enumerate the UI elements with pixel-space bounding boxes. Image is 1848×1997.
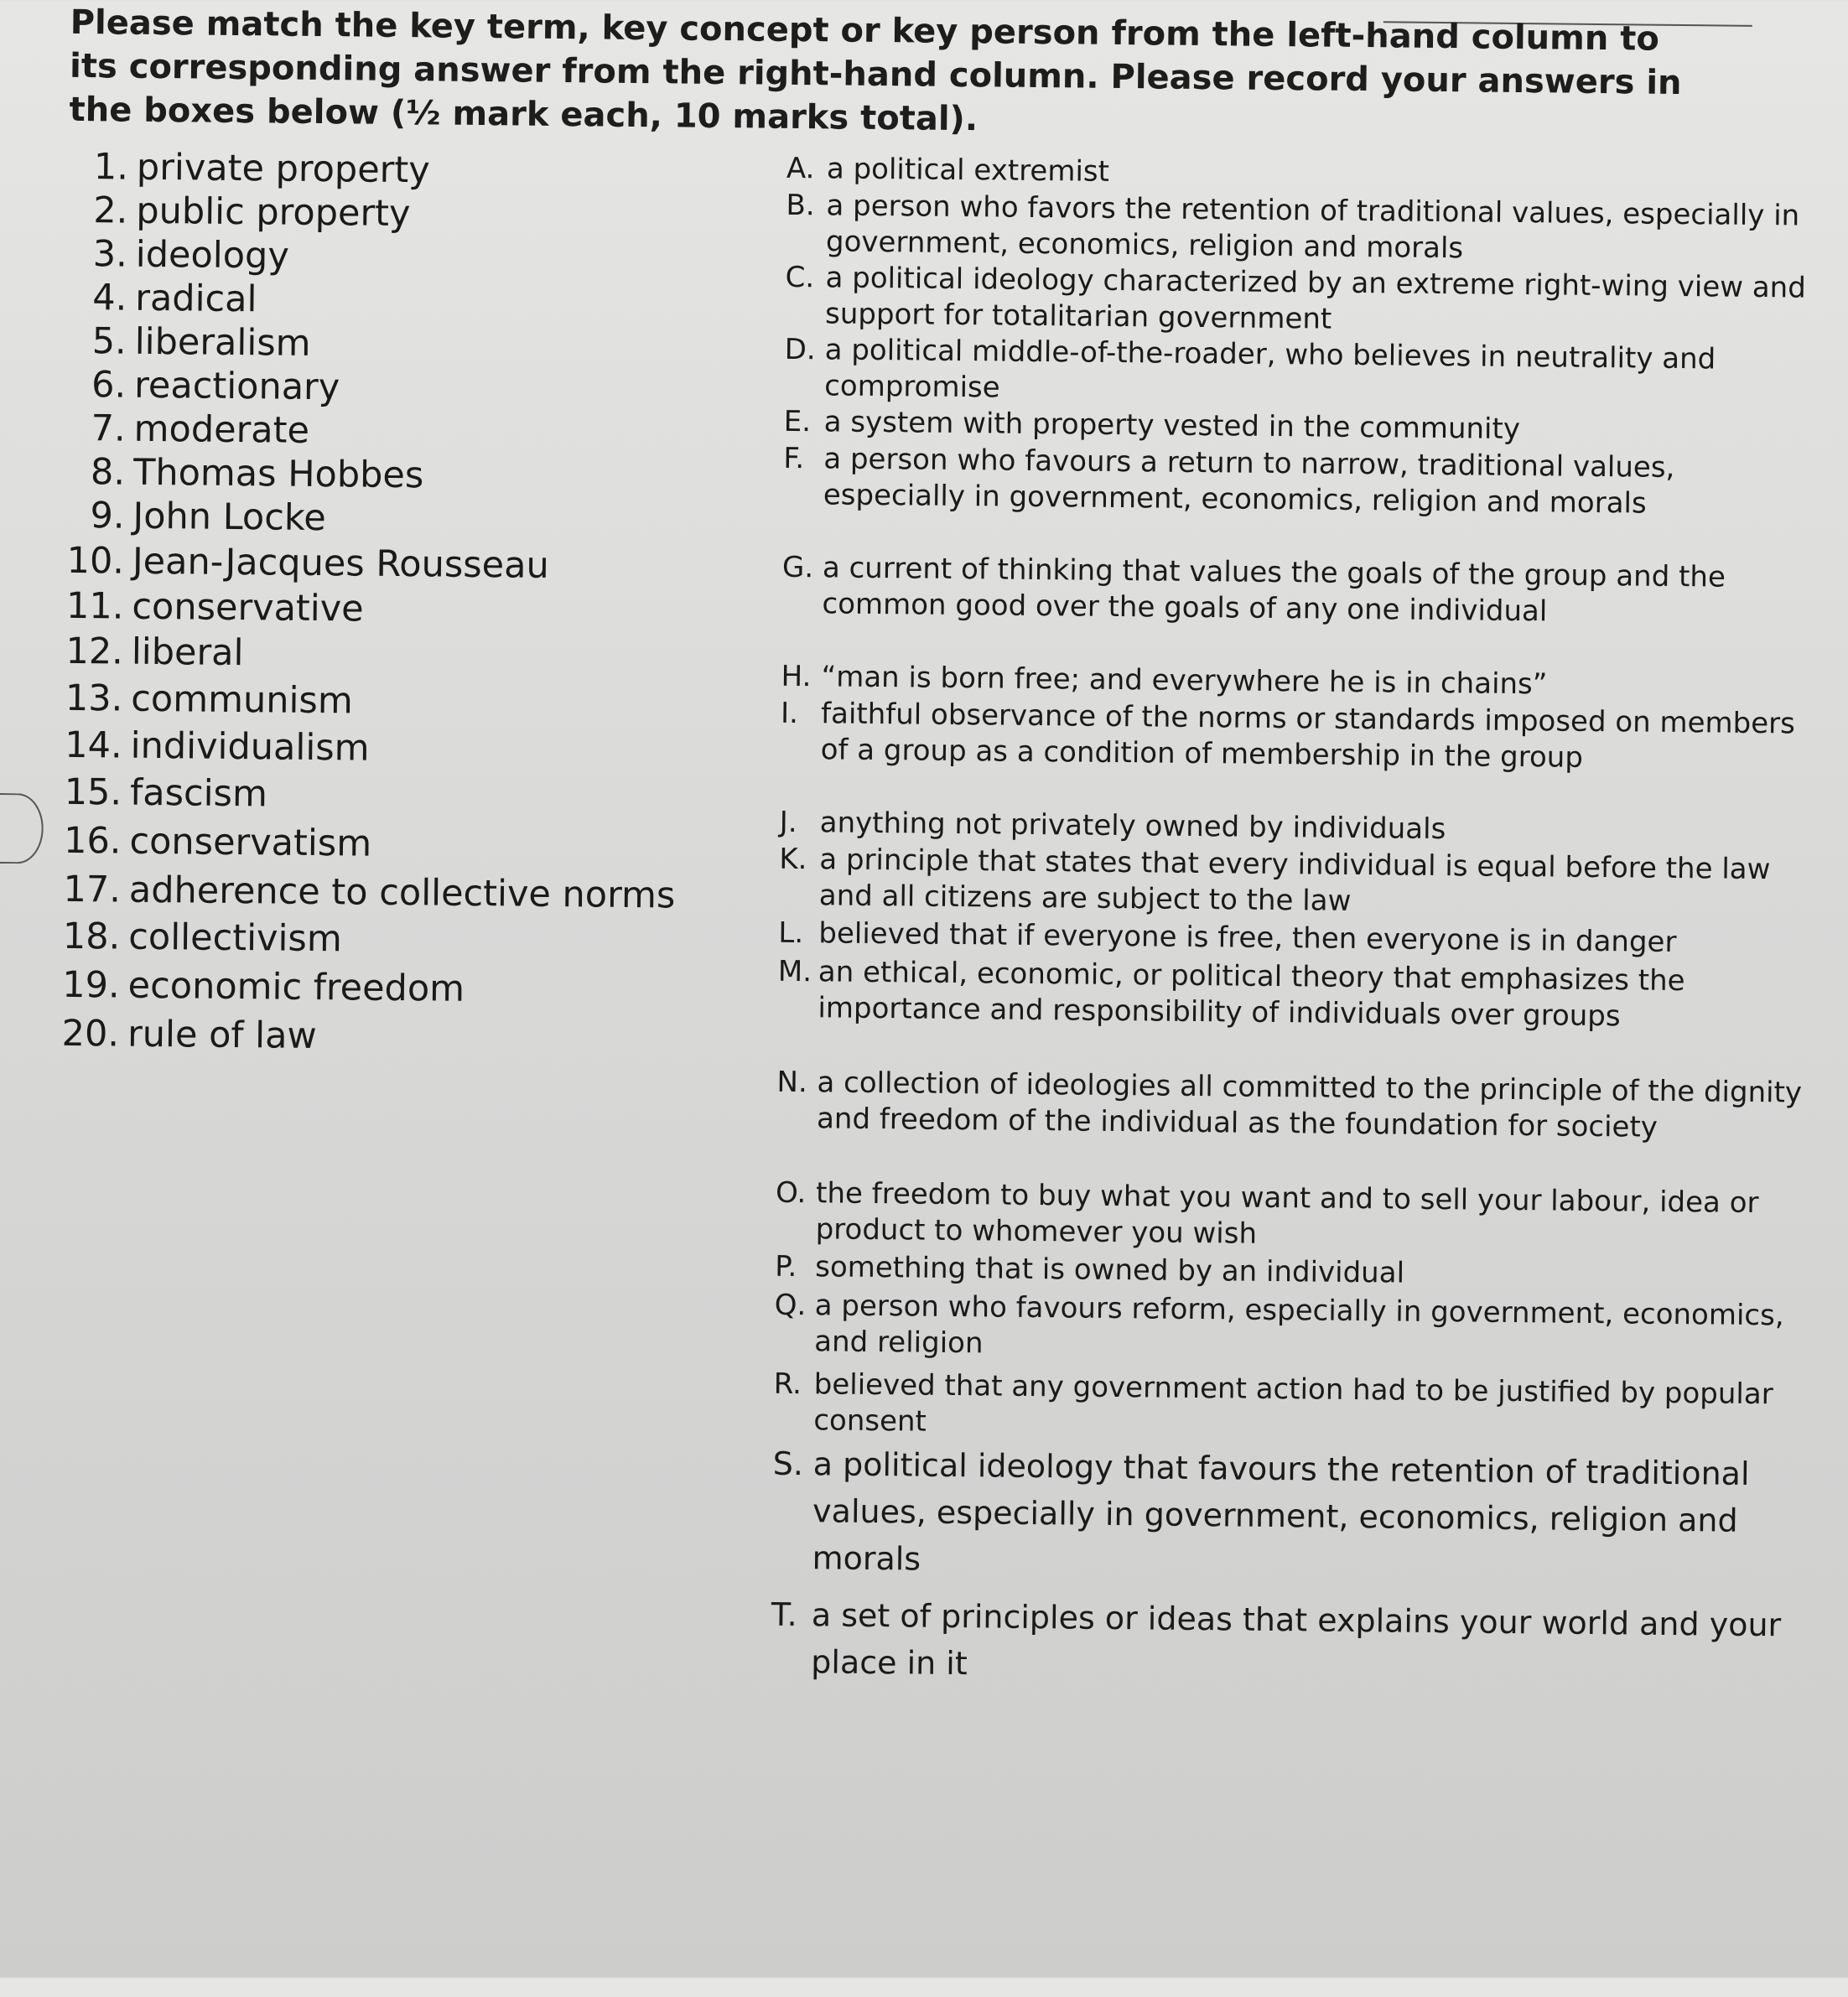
term-item	[44, 1012, 317, 1058]
definition-letter: J.	[779, 805, 797, 840]
term-number: 8.	[90, 451, 126, 494]
definition-item	[786, 188, 1825, 271]
term-label: communism	[131, 677, 353, 723]
term-label: liberal	[131, 630, 244, 675]
definition-letter: F.	[783, 441, 805, 476]
definition-item	[771, 1440, 1811, 1592]
term-label: Jean-Jacques Rousseau	[132, 540, 550, 587]
term-label: Thomas Hobbes	[132, 451, 424, 497]
term-number: 3.	[92, 233, 128, 276]
term-label: conservatism	[129, 820, 372, 865]
term-number: 19.	[62, 963, 120, 1007]
definition-item	[773, 1367, 1812, 1450]
term-item	[45, 819, 371, 866]
definition-text: a political ideology characterized by an extreme right-wing view and support for totalitarian government	[824, 261, 1807, 336]
definition-letter: A.	[786, 151, 815, 186]
definition-text: a political ideology that favours the retention of traditional values, especially in government, economics, religion and morals	[812, 1445, 1750, 1578]
term-item	[47, 677, 353, 724]
definition-text: an ethical, economic, or political theory that emphasizes the importance and responsibility of individuals over groups	[818, 955, 1685, 1034]
term-label: moderate	[133, 407, 310, 452]
term-label: ideology	[135, 233, 290, 278]
definition-item	[777, 954, 1816, 1037]
definition-letter: P.	[775, 1249, 797, 1284]
definition-letter: L.	[778, 916, 804, 951]
definition-item	[785, 260, 1824, 343]
term-label: John Locke	[132, 495, 326, 540]
term-item	[49, 450, 424, 498]
definition-item	[776, 1065, 1815, 1148]
term-item	[50, 363, 340, 410]
term-label: radical	[135, 277, 257, 321]
definition-letter: R.	[773, 1367, 802, 1402]
definition-text: faithful observance of the norms or standards imposed on members of a group as a condition of membership in the group	[820, 697, 1796, 775]
definition-item	[779, 842, 1818, 925]
term-number: 18.	[62, 915, 121, 958]
definition-letter: Q.	[774, 1288, 807, 1323]
term-number: 20.	[61, 1012, 120, 1056]
definition-item	[775, 1175, 1814, 1258]
answer-bubble	[0, 793, 44, 864]
term-number: 10.	[66, 539, 125, 583]
definition-item	[771, 1591, 1809, 1696]
term-number: 4.	[91, 277, 127, 319]
term-item	[46, 770, 267, 817]
definition-letter: G.	[781, 550, 814, 585]
term-label: private property	[136, 146, 430, 192]
term-label: reactionary	[133, 364, 340, 409]
term-item	[48, 584, 364, 631]
definition-item	[774, 1288, 1813, 1371]
definition-letter: H.	[781, 659, 812, 694]
definition-text: a person who favours a return to narrow, traditional values, especially in government, economics, religion and morals	[823, 442, 1675, 521]
definition-letter: N.	[776, 1065, 807, 1100]
definition-text: something that is owned by an individual	[815, 1250, 1405, 1290]
definition-text: a person who favors the retention of traditional values, especially in government, economics, religion and morals	[825, 189, 1800, 266]
term-item	[44, 963, 465, 1011]
definition-letter: M.	[777, 954, 812, 989]
term-item	[46, 724, 369, 770]
term-label: collectivism	[128, 916, 342, 961]
term-item	[49, 494, 326, 540]
term-label: fascism	[129, 771, 268, 816]
term-number: 16.	[63, 819, 122, 863]
definitions-column	[771, 151, 1826, 1683]
term-item	[51, 276, 257, 322]
definition-text: a current of thinking that values the goals of the group and the common good over the goals of any one individual	[822, 551, 1726, 629]
term-number: 6.	[91, 364, 127, 407]
definition-item	[781, 550, 1820, 633]
term-number: 7.	[91, 407, 126, 450]
term-number: 1.	[93, 146, 129, 189]
definition-text: a person who favours reform, especially in government, economics, and religion	[814, 1289, 1784, 1361]
term-number: 13.	[65, 677, 123, 720]
term-label: rule of law	[127, 1013, 317, 1058]
definition-text: the freedom to buy what you want and to sell your labour, idea or product to whomever you wish	[815, 1176, 1759, 1251]
definition-text: believed that any government action had to be justified by popular consent	[813, 1367, 1773, 1439]
term-number: 14.	[65, 724, 122, 767]
definition-text: a political middle-of-the-roader, who believes in neutrality and compromise	[824, 333, 1716, 405]
term-item	[49, 539, 549, 588]
definition-letter: E.	[783, 404, 812, 439]
definition-letter: S.	[772, 1445, 804, 1483]
term-item	[48, 630, 244, 675]
definition-text: a collection of ideologies all committed to the principle of the dignity and freedom of the individual as the foundation for society	[816, 1066, 1803, 1144]
definition-letter: O.	[775, 1175, 807, 1211]
instructions: Please match the key term, key concept or key person from the left-hand column to its corresponding answer from the right-hand column. Please record your answers in the boxes below (½ mark each, 10 marks total).	[69, 3, 1682, 139]
term-number: 9.	[90, 495, 125, 537]
definition-letter: T.	[771, 1595, 797, 1634]
definition-text: a system with property vested in the community	[823, 405, 1521, 447]
definition-item	[780, 696, 1819, 779]
term-label: adherence to collective norms	[128, 869, 676, 917]
definition-letter: I.	[780, 696, 799, 731]
term-item	[45, 868, 676, 918]
term-item	[52, 232, 290, 278]
term-label: liberalism	[134, 320, 311, 365]
definition-text: anything not privately owned by individuals	[819, 806, 1446, 847]
definition-text: a principle that states that every individual is equal before the law and all citizens are subject to the law	[818, 843, 1771, 918]
term-number: 15.	[64, 770, 122, 814]
term-label: economic freedom	[127, 964, 465, 1010]
term-item	[53, 145, 430, 193]
definition-letter: B.	[786, 188, 815, 223]
term-label: individualism	[130, 724, 370, 770]
term-item	[52, 189, 411, 236]
term-number: 2.	[93, 189, 128, 232]
definition-item	[783, 441, 1822, 524]
term-item	[49, 407, 309, 453]
definition-text: believed that if everyone is free, then everyone is in danger	[818, 916, 1677, 959]
term-number: 17.	[63, 868, 122, 911]
definition-letter: K.	[779, 842, 807, 877]
term-item	[44, 915, 342, 962]
definition-letter: C.	[785, 260, 815, 295]
definition-text: a set of principles or ideas that explains your world and your place in it	[811, 1596, 1782, 1683]
term-item	[50, 319, 310, 366]
term-label: conservative	[132, 585, 364, 630]
term-number: 5.	[91, 320, 127, 363]
term-number: 11.	[65, 584, 124, 628]
definition-text: a political extremist	[826, 152, 1110, 189]
term-number: 12.	[65, 630, 124, 673]
definition-item	[784, 332, 1823, 415]
definition-letter: D.	[784, 332, 816, 367]
term-label: public property	[136, 189, 411, 236]
definition-text: “man is born free; and everywhere he is in chains”	[821, 660, 1548, 702]
